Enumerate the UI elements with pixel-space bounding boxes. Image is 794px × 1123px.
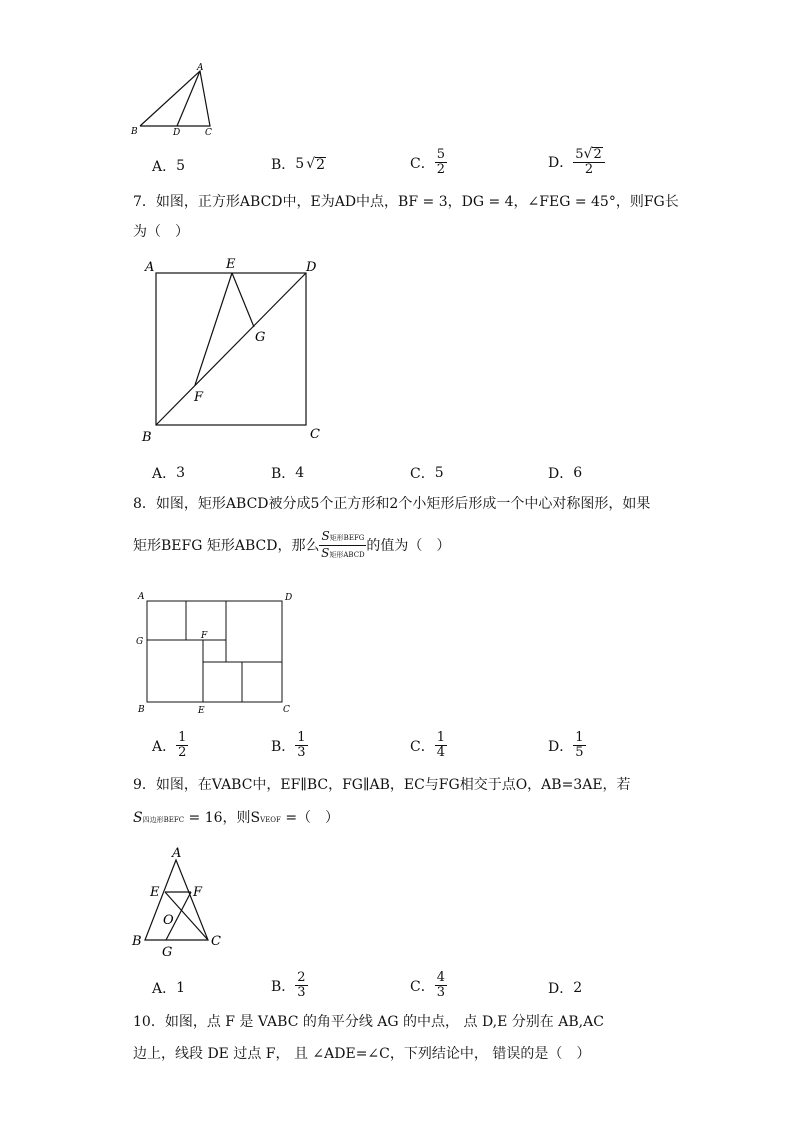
label-E: E <box>226 257 236 272</box>
label-B: B <box>132 934 142 949</box>
option-value: 3 <box>176 465 186 481</box>
option-letter: B． <box>271 738 296 755</box>
label-D: D <box>173 128 181 138</box>
fraction: 5 √ 2 2 <box>573 147 604 177</box>
q8-text-line2: 矩形BEFG 矩形ABCD，那么 $\frac{\text{S矩形BEFG}}{\text{S矩形ABCD}}$ 的值为（ ） <box>133 529 451 560</box>
option-letter: A． <box>152 159 177 175</box>
figure-q7-square <box>140 252 340 447</box>
fraction: $\frac{1}{3}$ <box>297 730 306 760</box>
option-value: 5 <box>176 158 186 174</box>
option-value: 2 <box>573 980 583 996</box>
fraction: $\frac{1}{5}$ <box>575 730 584 760</box>
label-C: C <box>211 934 221 949</box>
q7-option-a[interactable] <box>152 463 185 483</box>
option-letter: D． <box>548 981 574 997</box>
q6-option-d[interactable] <box>548 147 605 177</box>
q9-option-a[interactable] <box>152 978 185 998</box>
fraction: $\frac{4}{3}$ <box>436 970 445 1000</box>
q8-option-a[interactable] <box>152 731 188 760</box>
q6-option-c[interactable] <box>410 148 447 177</box>
figure-q8-rectangle <box>130 588 300 718</box>
label-C: C <box>310 427 320 442</box>
option-letter: C． <box>410 978 435 995</box>
fraction: $\frac{1}{2}$ <box>178 730 187 760</box>
fraction: $\frac{2}{3}$ <box>297 970 306 1000</box>
option-letter: D． <box>548 466 574 482</box>
label-B: B <box>131 127 138 137</box>
area-ratio-fraction: $\frac{\text{S矩形BEFG}}{\text{S矩形ABCD}}$ <box>321 529 365 560</box>
label-B: B <box>142 430 152 445</box>
option-letter: B． <box>271 157 296 173</box>
label-E: E <box>150 885 160 900</box>
label-G: G <box>162 945 173 960</box>
q7-text-line2: 为（ ） <box>133 224 189 240</box>
q6-option-a[interactable] <box>152 156 185 176</box>
option-letter: D． <box>548 738 574 755</box>
label-A: A <box>197 63 204 73</box>
option-value: 6 <box>573 465 583 481</box>
label-F: F <box>193 885 203 900</box>
option-value: 1 <box>176 980 186 996</box>
option-letter: A． <box>152 981 177 997</box>
q6-option-b[interactable] <box>271 154 326 174</box>
option-value: 5 <box>434 465 444 481</box>
q9-text-line1: 9．如图，在VABC中，EF∥BC，FG∥AB，EC与FG相交于点O，AB=3AE，若 <box>133 777 631 793</box>
option-value: 5 <box>295 156 305 172</box>
option-letter: C． <box>410 155 435 172</box>
option-letter: A． <box>152 738 177 755</box>
label-A: A <box>172 846 182 861</box>
label-B: B <box>138 705 145 715</box>
label-D: D <box>285 593 293 603</box>
option-letter: B． <box>271 978 296 995</box>
label-O: O <box>163 913 174 928</box>
option-letter: C． <box>410 738 435 755</box>
label-G: G <box>255 330 266 345</box>
q10-text-line1: 10．如图，点 F 是 VABC 的角平分线 AG 的中点， 点 D,E 分别在 AB,AC <box>133 1014 604 1030</box>
option-letter: D． <box>548 155 574 171</box>
q7-option-d[interactable] <box>548 463 582 483</box>
label-C: C <box>205 128 212 138</box>
option-letter: C． <box>410 466 435 482</box>
q8-text-line1: 8．如图，矩形ABCD被分成5个正方形和2个小矩形后形成一个中心对称图形，如果 <box>133 496 651 512</box>
sqrt-symbol: √ 2 <box>306 155 326 173</box>
q10-text-line2: 边上，线段 DE 过点 F， 且 ∠ADE=∠C，下列结论中， 错误的是（ ） <box>133 1046 591 1062</box>
label-F: F <box>194 390 204 405</box>
q7-option-c[interactable] <box>410 463 444 483</box>
label-C: C <box>283 705 290 715</box>
label-A: A <box>138 592 145 602</box>
fraction: $\frac{1}{4}$ <box>436 730 445 760</box>
option-letter: A． <box>152 466 177 482</box>
fraction: $\frac{5}{2}$ <box>436 147 445 177</box>
q7-option-b[interactable] <box>271 463 304 483</box>
figure-q6-triangle <box>125 60 225 140</box>
q9-option-b[interactable] <box>271 971 308 1000</box>
q7-text-line1: 7．如图，正方形ABCD中，E为AD中点，BF = 3，DG = 4，∠FEG = 45°，则FG长 <box>133 194 679 210</box>
label-F: F <box>201 631 208 641</box>
label-A: A <box>145 260 155 275</box>
q9-option-d[interactable] <box>548 978 582 998</box>
q9-option-c[interactable] <box>410 971 447 1000</box>
q9-text-line2: S四边形BEFC = 16，则SVEOF =（ ） <box>133 810 340 826</box>
q8-option-c[interactable] <box>410 731 447 760</box>
q8-option-d[interactable] <box>548 731 586 760</box>
label-G: G <box>136 637 144 647</box>
option-value: 4 <box>295 465 305 481</box>
figure-q9-triangle <box>130 842 230 960</box>
q8-option-b[interactable] <box>271 731 308 760</box>
label-D: D <box>306 260 317 275</box>
option-letter: B． <box>271 466 296 482</box>
label-E: E <box>198 706 205 716</box>
